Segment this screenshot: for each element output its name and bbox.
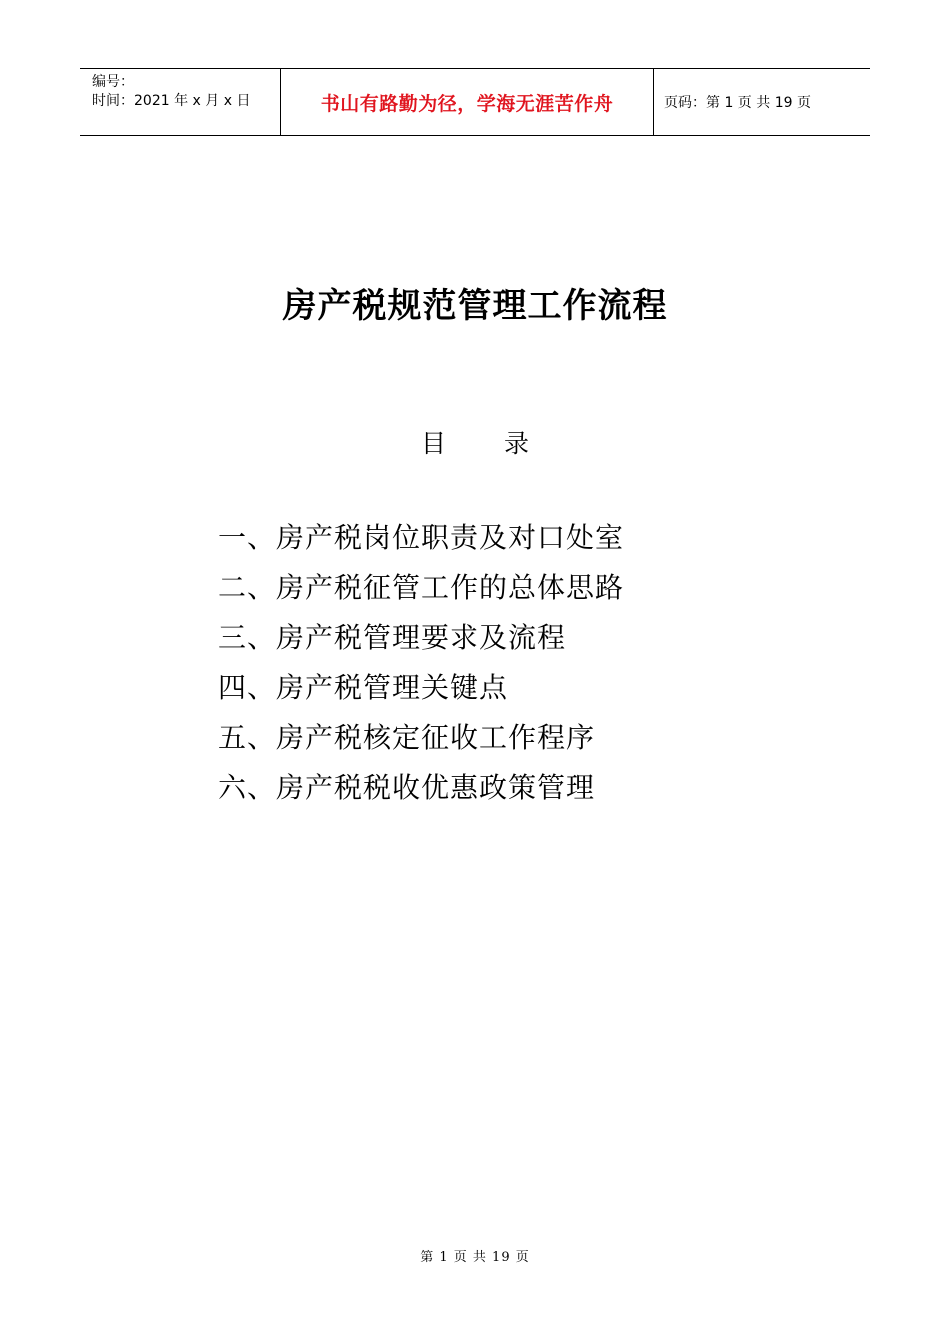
- table-of-contents: [218, 518, 624, 818]
- toc-item[interactable]: 五、房产税核定征收工作程序: [218, 721, 596, 754]
- header-meta-cell: [80, 69, 281, 135]
- header-motto: 书山有路勤为径，学海无涯苦作舟: [281, 69, 654, 135]
- toc-heading-left: 目: [420, 429, 446, 458]
- page-footer: 第 1 页 共 19 页: [420, 1250, 530, 1265]
- header-page-info: 页码：第 1 页 共 19 页: [664, 95, 811, 111]
- toc-heading: [0, 424, 950, 460]
- toc-item[interactable]: 三、房产税管理要求及流程: [218, 621, 567, 654]
- toc-item[interactable]: 二、房产税征管工作的总体思路: [218, 571, 625, 604]
- document-number-label: 编号：: [92, 74, 134, 90]
- toc-item[interactable]: 一、房产税岗位职责及对口处室: [218, 521, 625, 554]
- toc-item[interactable]: 四、房产税管理关键点: [218, 671, 509, 704]
- page-header: [80, 68, 870, 136]
- document-date-label: 时间：2021 年 x 月 x 日: [92, 93, 251, 109]
- toc-item[interactable]: 六、房产税税收优惠政策管理: [218, 771, 596, 804]
- toc-heading-right: 录: [504, 429, 530, 458]
- document-title: 房产税规范管理工作流程: [282, 286, 668, 326]
